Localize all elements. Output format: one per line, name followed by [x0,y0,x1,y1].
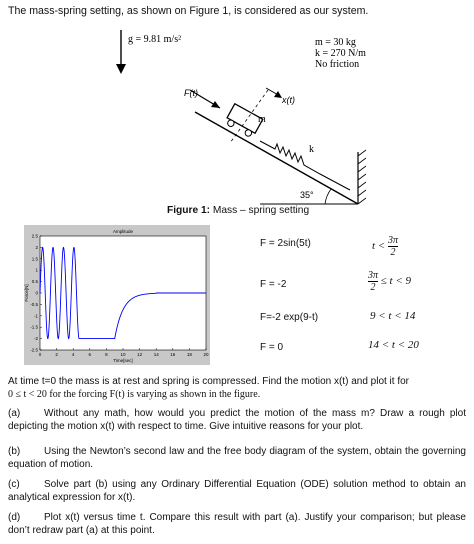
part-d-label: (d) [8,512,21,523]
equation-4: F = 0 [260,342,284,353]
part-c-text: Solve part (b) using any Ordinary Differential Equation (ODE) solution method to obtain an analytical expression for x(t). [8,479,466,503]
mass-label: m [258,114,266,125]
figure-1-diagram [110,26,380,206]
x-tick-label: 12 [137,352,143,357]
condition-2-rhs: ≤ t < 9 [380,275,412,288]
y-tick-label: -0.5 [30,301,38,307]
x-tick-label: 4 [71,352,75,357]
x-tick-label: 18 [186,352,192,357]
part-d-text: Plot x(t) versus time t. Compare this result with part (a). Justify your comparison; but please don’t redraw part (a) at this point. [8,512,466,536]
condition-3: 9 < t < 14 [370,310,416,322]
x-tick-label: 6 [88,352,92,357]
condition-1 [372,235,398,258]
part-d [8,512,466,537]
y-tick-label: -2 [33,336,38,342]
question-intro-line-1: At time t=0 the mass is at rest and spring is compressed. Find the motion x(t) and plot it for [8,376,410,387]
x-tick-label: 20 [203,352,209,357]
x-tick-label: 2 [55,352,58,357]
x-tick-label: 16 [170,352,176,357]
y-tick-label: 2.5 [31,233,38,239]
figure-caption [167,205,309,216]
mass-block [224,104,263,139]
forcing-chart [24,225,214,367]
y-tick-label: 1 [35,267,38,273]
part-a-text: Without any math, how would you predict the motion of the mass m? Draw a rough plot depicting the motion x(t) with respect to time. Give intuitive reasons for your plot. [8,408,466,432]
intro-text: The mass-spring setting, as shown on Figure 1, is considered as our system. [8,5,369,17]
part-c [8,479,466,504]
x-tick-label: 14 [153,352,159,357]
y-tick-label: 0.5 [31,279,38,285]
question-intro [8,376,466,401]
spring-label: k [309,144,314,155]
part-c-label: (c) [8,479,20,490]
y-tick-label: -1.5 [30,324,38,330]
equation-1: F = 2sin(5t) [260,238,311,249]
part-b [8,446,466,471]
y-tick-label: -2.5 [30,347,38,353]
condition-2 [368,270,411,293]
chart-title: Amplitude [112,229,134,234]
fraction-3pi-2: $\frac{3\pi}{2}$ [387,235,398,258]
equation-2: F = -2 [260,279,287,290]
spring [260,141,350,190]
angle-label: 35° [300,190,314,200]
param-friction: No friction [315,59,360,70]
y-axis-label: Force[N] [24,284,29,302]
param-spring: k = 270 N/m [315,48,366,59]
fraction-3pi-2b: $\frac{3\pi}{2}$ [368,270,379,293]
y-tick-label: 2 [35,244,38,250]
y-tick-label: 1.5 [31,256,38,262]
part-b-text: Using the Newton’s second law and the free body diagram of the system, obtain the governing equation of motion. [8,446,466,470]
x-tick-label: 0 [38,352,42,357]
condition-4: 14 < t < 20 [368,339,419,351]
angle-arc [325,189,331,204]
x-tick-label: 8 [105,352,108,357]
x-tick-label: 10 [120,352,126,357]
param-mass: m = 30 kg [315,37,356,48]
part-a [8,408,466,433]
gravity-label: g = 9.81 m/s² [128,34,182,45]
part-b-label: (b) [8,446,21,457]
equation-3: F=-2 exp(9-t) [260,312,319,323]
question-intro-line-2: 0 ≤ t < 20 for the forcing F(t) is varying as shown in the figure. [8,388,261,400]
part-a-label: (a) [8,408,21,419]
condition-1-lhs: t < [372,240,388,253]
y-tick-label: 0 [35,290,38,296]
y-tick-label: -1 [33,313,38,319]
incline-surface [195,112,358,204]
x-axis-label: Time[sec] [113,358,133,363]
figure-caption-text: Mass – spring setting [210,205,310,216]
figure-caption-label: Figure 1: [167,205,211,216]
force-label: F(t) [184,88,198,98]
disp-label: x(t) [282,95,295,105]
